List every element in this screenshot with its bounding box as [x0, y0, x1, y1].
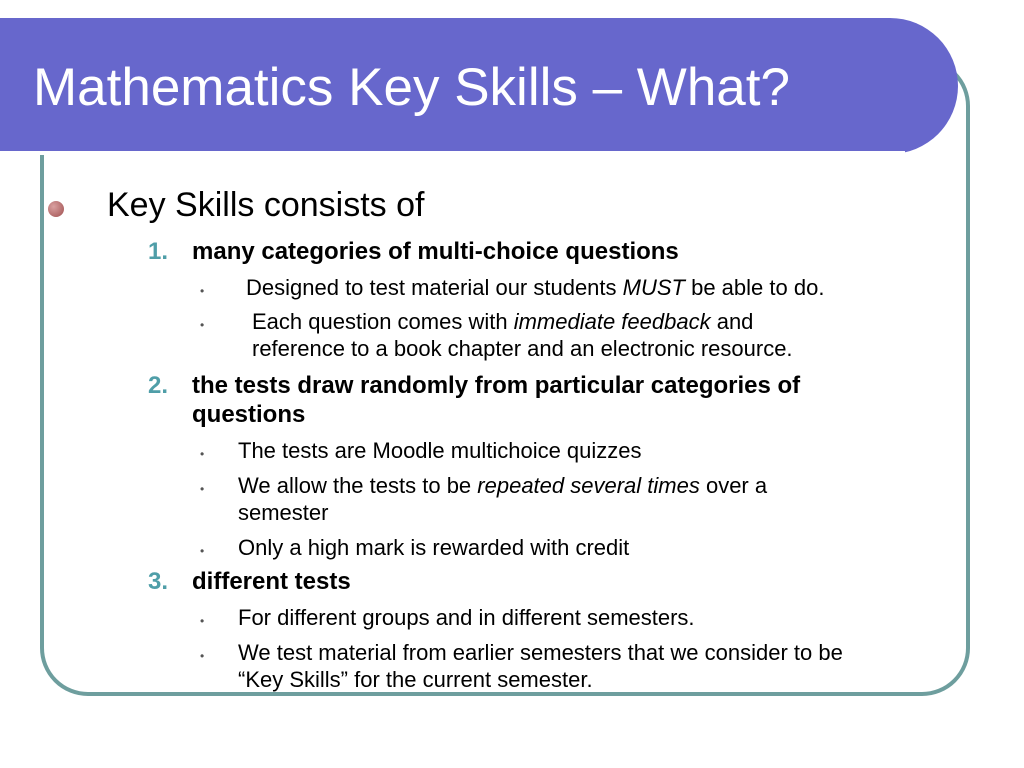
sub-item: We allow the tests to be repeated several times over a semester	[238, 473, 768, 525]
sub-bullet-icon: •	[200, 284, 205, 298]
sub-bullet-icon: •	[200, 318, 205, 332]
item-heading-1: many categories of multi-choice questions	[192, 238, 679, 265]
sub-item: Each question comes with immediate feedback and reference to a book chapter and an electronic resource.	[252, 309, 793, 361]
sub-bullet-icon: •	[200, 447, 205, 461]
item-number-3: 3.	[148, 568, 169, 595]
slide-title: Mathematics Key Skills – What?	[33, 58, 790, 117]
sub-item: The tests are Moodle multichoice quizzes	[238, 438, 642, 463]
item-number-1: 1.	[148, 238, 169, 265]
item-number-2: 2.	[148, 372, 169, 399]
sub-item: We test material from earlier semesters that we consider to be “Key Skills” for the current semester.	[238, 640, 843, 692]
item-heading-2: the tests draw randomly from particular categories of questions	[192, 372, 801, 428]
sub-bullet-icon: •	[200, 482, 205, 496]
sub-item: For different groups and in different semesters.	[238, 605, 695, 630]
round-bullet-icon	[48, 201, 64, 217]
sub-bullet-icon: •	[200, 544, 205, 558]
sub-bullet-icon: •	[200, 614, 205, 628]
sub-bullet-icon: •	[200, 649, 205, 663]
main-bullet-text: Key Skills consists of	[107, 186, 425, 224]
sub-item: Only a high mark is rewarded with credit	[238, 535, 630, 560]
sub-item: Designed to test material our students MUST be able to do.	[246, 275, 825, 300]
item-heading-3: different tests	[192, 568, 351, 595]
